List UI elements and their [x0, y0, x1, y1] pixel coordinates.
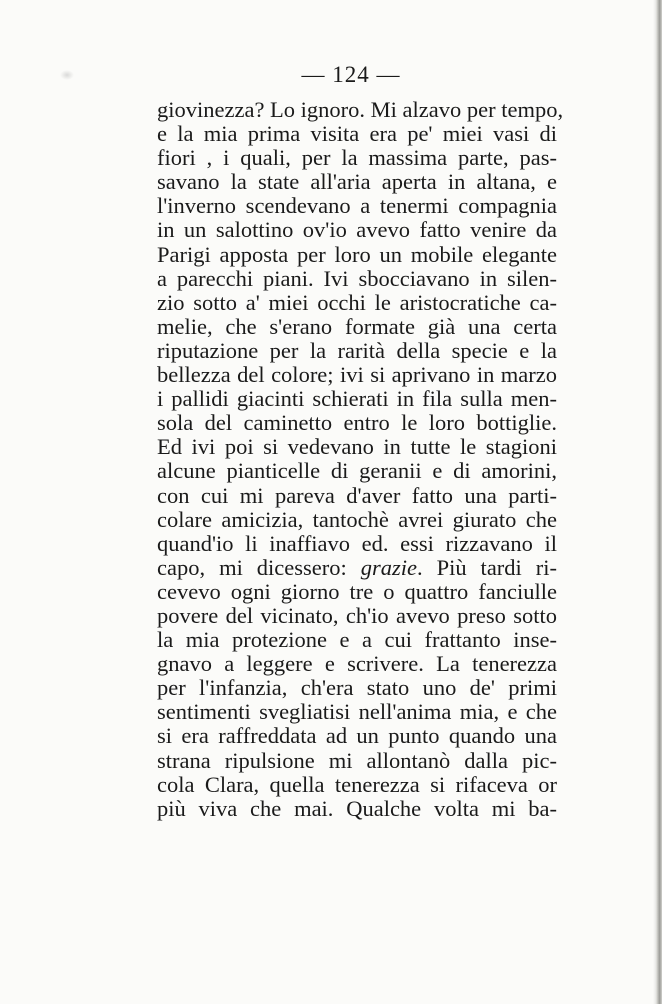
text-line: alcune pianticelle di geranii e di amorini,: [157, 458, 557, 484]
text-line: povere del vicinato, ch'io avevo preso sotto: [157, 602, 557, 628]
text-line: riputazione per la rarità della specie e la: [157, 337, 557, 363]
text-line: la mia protezione e a cui frattanto inse-: [157, 627, 557, 653]
text-line: giovinezza? Lo ignoro. Mi alzavo per tempo,: [157, 97, 564, 122]
body-text: [157, 97, 564, 821]
text-line: gnavo a leggere e scrivere. La tenerezza: [157, 651, 557, 677]
text-line: in un salottino ov'io avevo fatto venire da: [157, 217, 557, 243]
text-line: per l'infanzia, ch'era stato uno de' primi: [157, 675, 557, 701]
text-line: con cui mi pareva d'aver fatto una parti-: [157, 482, 557, 508]
text-line-with-italic: [157, 556, 557, 580]
text-line: l'inverno scendevano a tenermi compagnia: [157, 193, 557, 219]
text-line: quand'io li inaffiavo ed. essi rizzavano il: [157, 530, 557, 556]
text-line: cevevo ogni giorno tre o quattro fanciulle: [157, 578, 557, 604]
page-number: — 124 —: [301, 62, 401, 87]
text-line: cola Clara, quella tenerezza si rifaceva or: [157, 771, 557, 797]
text-line: più viva che mai. Qualche volta mi ba-: [157, 795, 557, 821]
text-line: bellezza del colore; ivi si aprivano in marzo: [157, 362, 557, 388]
text-line: savano la state all'aria aperta in altana, e: [157, 169, 557, 195]
text-line: sola del caminetto entro le loro bottiglie.: [157, 410, 557, 436]
text-line: Parigi apposta per loro un mobile elegante: [157, 241, 557, 267]
text-line: zio sotto a' miei occhi le aristocratiche ca-: [157, 289, 557, 315]
text-line: fiori , i quali, per la massima parte, pas-: [157, 145, 557, 171]
text-line: i pallidi giacinti schierati in fila sulla men-: [157, 386, 557, 412]
text-line: melie, che s'erano formate già una certa: [157, 313, 557, 339]
text-line: colare amicizia, tantochè avrei giurato che: [157, 506, 557, 532]
text-line: si era raffreddata ad un punto quando una: [157, 723, 557, 749]
italic-word: grazie: [360, 554, 417, 580]
text-segment: . Più tardi ri-: [416, 554, 557, 580]
text-line: e la mia prima visita era pe' miei vasi di: [157, 121, 557, 147]
text-line: Ed ivi poi si vedevano in tutte le stagioni: [157, 434, 557, 460]
text-line: sentimenti svegliatisi nell'anima mia, e che: [157, 699, 557, 725]
text-line: strana ripulsione mi allontanò dalla pic-: [157, 747, 557, 773]
text-line: a parecchi piani. Ivi sbocciavano in silen-: [157, 265, 557, 291]
text-segment: capo, mi dicessero:: [157, 554, 361, 580]
page-edge: [656, 0, 662, 1004]
